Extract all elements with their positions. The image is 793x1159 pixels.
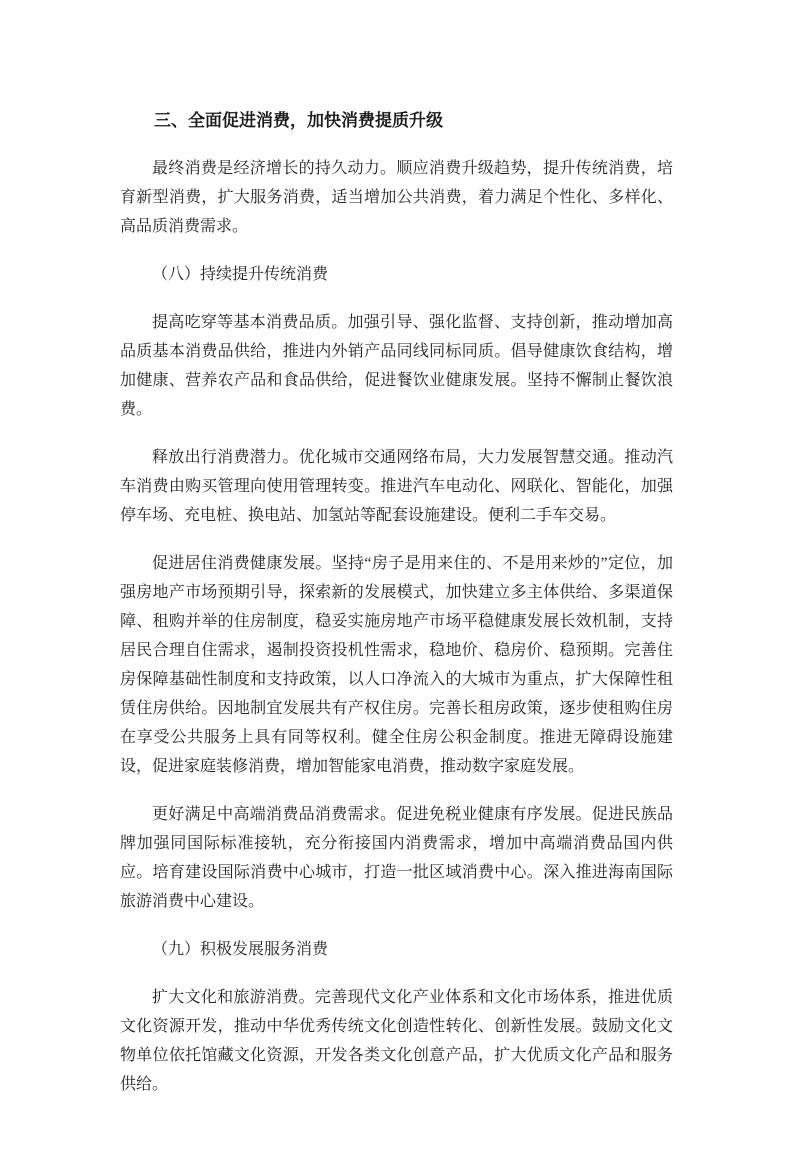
intro-paragraph: 最终消费是经济增长的持久动力。顺应消费升级趋势，提升传统消费，培育新型消费，扩大服务消费，适当增加公共消费，着力满足个性化、多样化、高品质消费需求。 (120, 160, 673, 235)
paragraph-basic-consumer-goods: 提高吃穿等基本消费品质。加强引导、强化监督、支持创新，推动增加高品质基本消费品供给，推进内外销产品同线同标同质。倡导健康饮食结构，增加健康、营养农产品和食品供给，促进餐饮业健康发展。坚持不懈制止餐饮浪费。 (120, 314, 673, 418)
subsection-9-heading: （九）积极发展服务消费 (152, 941, 329, 958)
subsection-8-heading: （八）持续提升传统消费 (152, 266, 329, 283)
paragraph-mid-high-end-goods: 更好满足中高端消费品消费需求。促进免税业健康有序发展。促进民族品牌加强同国际标准接轨，充分衔接国内消费需求，增加中高端消费品国内供应。培育建设国际消费中心城市，打造一批区域消费中心。深入推进海南国际旅游消费中心建设。 (120, 806, 673, 910)
paragraph-culture-tourism: 扩大文化和旅游消费。完善现代文化产业体系和文化市场体系，推进优质文化资源开发，推动中华优秀传统文化创造性转化、创新性发展。鼓励文化文物单位依托馆藏文化资源，开发各类文化创意产品，扩大优质文化产品和服务供给。 (120, 989, 673, 1093)
section-heading: 三、全面促进消费，加快消费提质升级 (154, 111, 443, 130)
paragraph-travel-consumption: 释放出行消费潜力。优化城市交通网络布局，大力发展智慧交通。推动汽车消费由购买管理向使用管理转变。推进汽车电动化、网联化、智能化，加强停车场、充电桩、换电站、加氢站等配套设施建设。便利二手车交易。 (120, 449, 673, 524)
paragraph-housing-consumption: 促进居住消费健康发展。坚持“房子是用来住的、不是用来炒的”定位，加强房地产市场预期引导，探索新的发展模式，加快建立多主体供给、多渠道保障、租购并举的住房制度，稳妥实施房地产市场平稳健康发展长效机制，支持居民合理自住需求，遏制投资投机性需求，稳地价、稳房价、稳预期。完善住房保障基础性制度和支持政策，以人口净流入的大城市为重点，扩大保障性租赁住房供给。因地制宜发展共有产权住房。完善长租房政策，逐步使租购住房在享受公共服务上具有同等权利。健全住房公积金制度。推进无障碍设施建设，促进家庭装修消费，增加智能家电消费，推动数字家庭发展。 (120, 555, 673, 775)
